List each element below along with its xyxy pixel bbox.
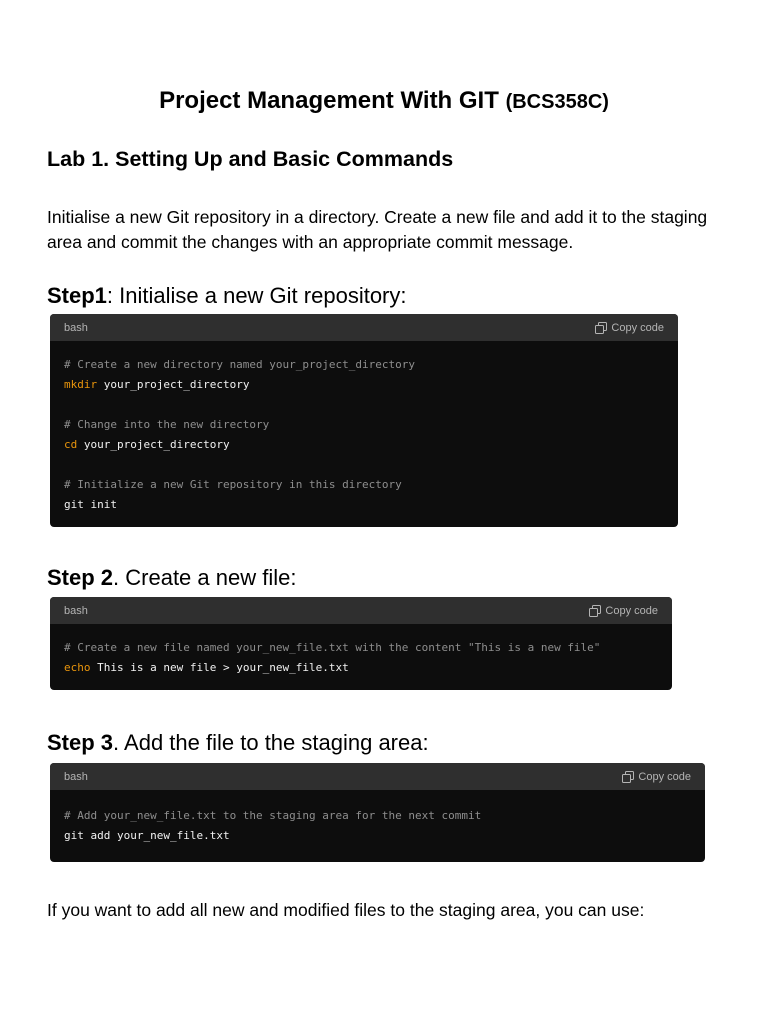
copy-icon xyxy=(589,605,601,617)
intro-paragraph: Initialise a new Git repository in a directory. Create a new file and add it to the staging area and commit the changes with an appropriate commit message. xyxy=(47,207,708,252)
lab-heading: Lab 1. Setting Up and Basic Commands xyxy=(47,147,454,171)
code-args: your_project_directory xyxy=(97,378,250,391)
code-command: echo xyxy=(64,661,91,674)
copy-code-button[interactable] xyxy=(595,322,664,334)
code-comment: # Change into the new directory xyxy=(64,418,270,431)
step-3-heading xyxy=(47,730,429,756)
code-line: git add your_new_file.txt xyxy=(64,829,230,842)
code-body xyxy=(50,341,678,515)
copy-icon xyxy=(595,322,607,334)
step-1-text: : Initialise a new Git repository: xyxy=(106,283,407,308)
copy-code-button[interactable] xyxy=(589,605,658,617)
code-comment: # Create a new file named your_new_file.txt with the content "This is a new file" xyxy=(64,641,601,654)
step-3-label: Step 3 xyxy=(47,730,114,755)
step-1-heading xyxy=(47,283,407,309)
step-2-text: . Create a new file: xyxy=(113,565,297,590)
step-3-text: . Add the file to the staging area: xyxy=(113,730,429,755)
code-command: mkdir xyxy=(64,378,98,391)
code-block-step-2 xyxy=(50,597,672,690)
code-body xyxy=(50,624,672,678)
step-2-label: Step 2 xyxy=(47,565,114,590)
code-comment: # Add your_new_file.txt to the staging area for the next commit xyxy=(64,809,482,822)
page-title xyxy=(0,87,768,115)
code-block-step-1 xyxy=(50,314,678,527)
course-code: (BCS358C) xyxy=(505,91,609,113)
code-comment: # Initialize a new Git repository in this directory xyxy=(64,478,402,491)
code-language: bash xyxy=(64,604,88,617)
step-1-label: Step1 xyxy=(47,283,107,308)
code-line xyxy=(64,435,664,455)
code-header xyxy=(50,314,678,341)
code-body xyxy=(50,790,705,846)
code-command: cd xyxy=(64,438,78,451)
code-line: git init xyxy=(64,498,117,511)
code-comment: # Create a new directory named your_project_directory xyxy=(64,358,415,371)
code-line xyxy=(64,375,664,395)
copy-code-label: Copy code xyxy=(605,604,658,617)
copy-code-label: Copy code xyxy=(611,321,664,334)
step-2-heading xyxy=(47,565,296,591)
code-args: This is a new file > your_new_file.txt xyxy=(90,661,349,674)
code-header xyxy=(50,597,672,624)
code-block-step-3 xyxy=(50,763,705,862)
code-args: your_project_directory xyxy=(77,438,230,451)
code-language: bash xyxy=(64,770,88,783)
code-line xyxy=(64,658,658,678)
final-paragraph: If you want to add all new and modified files to the staging area, you can use: xyxy=(47,900,645,920)
copy-icon xyxy=(622,771,634,783)
code-language: bash xyxy=(64,321,88,334)
copy-code-button[interactable] xyxy=(622,771,691,783)
code-header xyxy=(50,763,705,790)
copy-code-label: Copy code xyxy=(638,770,691,783)
title-main: Project Management With GIT xyxy=(159,87,499,114)
